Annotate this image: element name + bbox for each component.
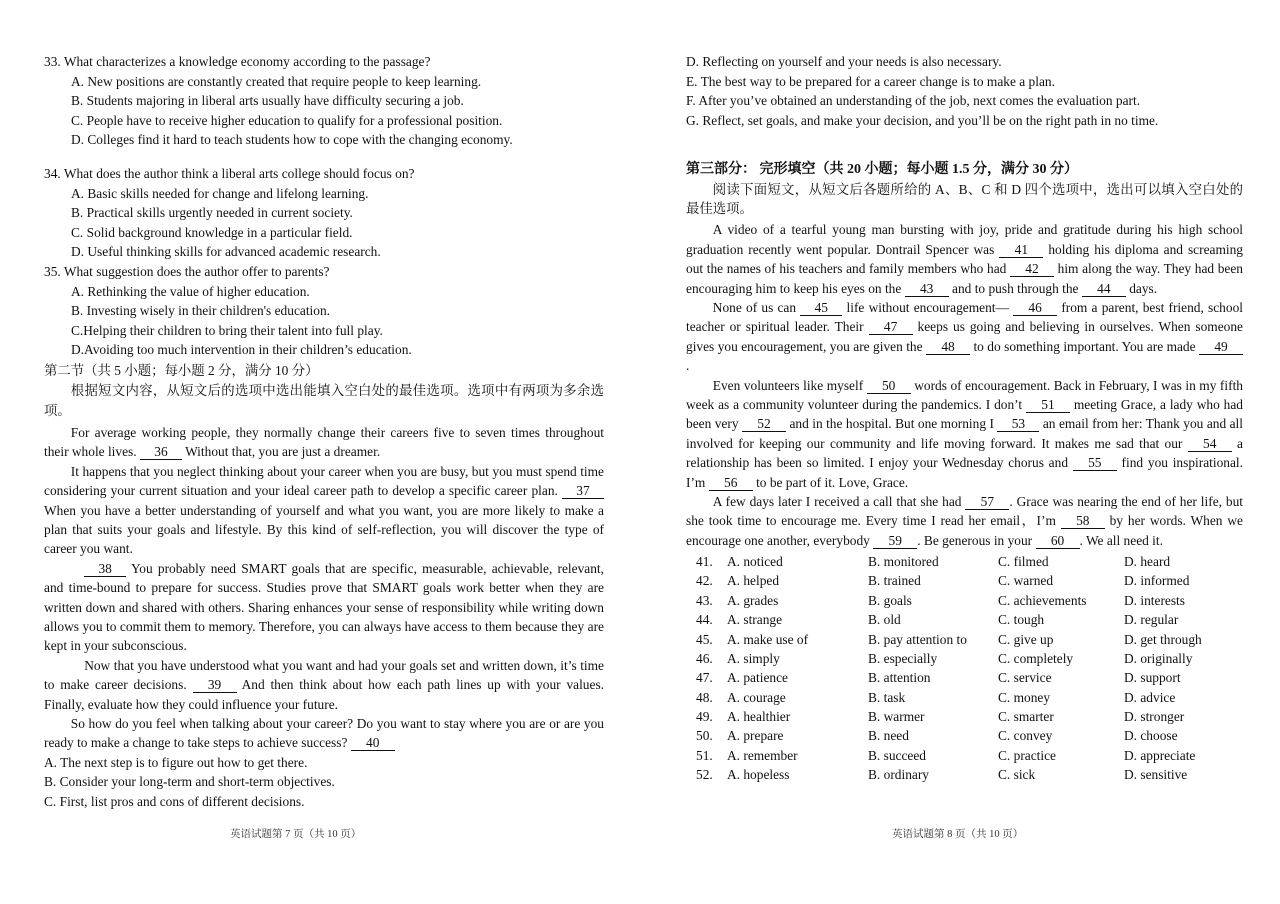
- cloze-paragraph: Even volunteers like myself 50 words of encouragement. Back in February, I was in my fifth week as a community volunteer during the pandemics. I don’t 51 meeting Grace, a lady who had been very 52 and in the hospital. But one morning I 53 an email from her: Thank you and all involved for keeping our community and life moving forward. It makes me sad that our 54 a relationship has been so limited. I enjoy your Wednesday chorus and 55 find you inspirational. I’m 56 to be part of it. Love, Grace.: [686, 377, 1243, 490]
- section-3-title: 第三部分： 完形填空（共 20 小题；每小题 1.5 分，满分 30 分）: [686, 162, 1078, 178]
- option-a: A. prepare: [727, 728, 784, 744]
- option-b: B. Students majoring in liberal arts usually have difficulty securing a job.: [71, 93, 464, 109]
- passage-paragraph: So how do you feel when talking about your career? Do you want to stay where you are or are you ready to make a change to take steps to achieve success? 40: [44, 716, 604, 751]
- blank-48: 48: [926, 339, 970, 355]
- option-b: B. monitored: [868, 553, 939, 569]
- choice-f: F. After you’ve obtained an understanding of the job, next comes the evaluation part.: [686, 93, 1141, 109]
- choice-g: G. Reflect, set goals, and make your decision, and you’ll be on the right path in no time.: [686, 112, 1159, 128]
- option-number: 41.: [696, 553, 713, 569]
- passage-paragraph: For average working people, they normally change their careers five to seven times throughout their whole lives. 36 Without that, you are just a dreamer.: [44, 424, 604, 460]
- option-c: C. give up: [998, 631, 1054, 647]
- option-number: 45.: [696, 631, 713, 647]
- option-c: C. achievements: [998, 592, 1087, 608]
- option-b: B. trained: [868, 573, 921, 589]
- option-row: [696, 688, 1234, 707]
- option-a: A. simply: [727, 650, 780, 666]
- option-c: C. sick: [998, 767, 1036, 783]
- page-8: [686, 52, 1243, 785]
- page-7: [44, 52, 604, 812]
- option-c: C. warned: [998, 573, 1054, 589]
- cloze-options-table: [696, 552, 1234, 785]
- question-stem: 35. What suggestion does the author offer to parents?: [44, 263, 330, 279]
- section-3-instructions: 阅读下面短文，从短文后各题所给的 A、B、C 和 D 四个选项中，选出可以填入空白处的最佳选项。: [686, 182, 1243, 217]
- option-number: 48.: [696, 689, 713, 705]
- option-c: C. completely: [998, 650, 1074, 666]
- option-number: 44.: [696, 612, 713, 628]
- option-c: C. filmed: [998, 553, 1049, 569]
- cloze-paragraph: A few days later I received a call that she had 57 . Grace was nearing the end of her life, but she took time to encourage me. Every time I read her email，I’m 58 by her words. When we encourage one another, everybody 59 . Be generous in your 60 . We all need it.: [686, 494, 1243, 548]
- option-a: A. New positions are constantly created that require people to keep learning.: [71, 73, 482, 89]
- option-number: 51.: [696, 747, 713, 763]
- option-b: B. warmer: [868, 709, 925, 725]
- option-c: C. Solid background knowledge in a particular field.: [71, 224, 353, 240]
- blank-41: 41: [999, 242, 1043, 258]
- option-b: B. pay attention to: [868, 631, 967, 647]
- option-row: [696, 707, 1234, 726]
- option-number: 43.: [696, 592, 713, 608]
- page-footer: 英语试题第 8 页（共 10 页）: [892, 829, 1024, 840]
- option-row: [696, 649, 1234, 668]
- option-number: 52.: [696, 767, 713, 783]
- choice-c: C. First, list pros and cons of different decisions.: [44, 794, 305, 809]
- option-a: A. Rethinking the value of higher education.: [71, 283, 310, 299]
- blank-57: 57: [965, 494, 1009, 510]
- option-d: D. informed: [1124, 573, 1190, 589]
- option-a: A. noticed: [727, 553, 783, 569]
- option-b: B. need: [868, 728, 909, 744]
- option-d: D. get through: [1124, 631, 1202, 647]
- option-row: [696, 591, 1234, 610]
- option-c: C. People have to receive higher education to qualify for a professional position.: [71, 112, 503, 128]
- passage-paragraph: 38 You probably need SMART goals that are specific, measurable, achievable, relevant, and time-bound to prepare for success. Studies prove that SMART goals work better when they are written down and shared with others. Sharing enhances your sense of responsibility while writing down allows you to commit them to memory. Therefore, you can always have access to them because they are kept in your subconscious.: [44, 560, 605, 654]
- section-2-instructions: 根据短文内容，从短文后的选项中选出能填入空白处的最佳选项。选项中有两项为多余选项。: [44, 382, 604, 418]
- option-number: 46.: [696, 650, 713, 666]
- option-c: C. practice: [998, 747, 1056, 763]
- option-d: D. originally: [1124, 650, 1193, 666]
- blank-53: 53: [997, 416, 1039, 432]
- option-c: C.Helping their children to bring their talent into full play.: [71, 322, 383, 338]
- option-d: D. heard: [1124, 553, 1171, 569]
- blank-54: 54: [1188, 436, 1232, 452]
- option-d: D. sensitive: [1124, 767, 1188, 783]
- option-a: A. courage: [727, 689, 786, 705]
- option-d: D. Useful thinking skills for advanced academic research.: [71, 244, 381, 260]
- option-c: C. service: [998, 670, 1052, 686]
- question-stem: 34. What does the author think a liberal arts college should focus on?: [44, 165, 415, 181]
- option-b: B. old: [868, 612, 901, 628]
- passage-paragraph: It happens that you neglect thinking about your career when you are busy, but you must spend time considering your current situation and your ideal career path to develop a specific career plan. 37 When you have a better understanding of yourself and what you want, you are more likely to make a plan that suits your goals and lifestyle. By this kind of self-reflection, you will discover the type of career you want.: [44, 463, 604, 557]
- choice-d: D. Reflecting on yourself and your needs is also necessary.: [686, 54, 1002, 69]
- choice-a: A. The next step is to figure out how to get there.: [44, 754, 308, 770]
- question-35: [44, 262, 604, 360]
- option-row: [696, 727, 1234, 746]
- page-footer: 英语试题第 7 页（共 10 页）: [230, 829, 362, 840]
- blank-58: 58: [1061, 513, 1105, 529]
- blank-60: 60: [1036, 533, 1080, 549]
- option-a: A. patience: [727, 670, 788, 686]
- option-row: [696, 552, 1234, 571]
- blank-47: 47: [869, 319, 913, 335]
- option-row: [696, 572, 1234, 591]
- option-d: D. appreciate: [1124, 747, 1196, 763]
- option-b: B. Investing wisely in their children's education.: [71, 303, 331, 319]
- option-row: [696, 766, 1234, 785]
- option-b: B. task: [868, 689, 906, 705]
- blank-40: 40: [351, 735, 395, 751]
- option-a: A. make use of: [727, 631, 809, 647]
- blank-52: 52: [742, 416, 786, 432]
- option-row: [696, 746, 1234, 765]
- cloze-paragraph: None of us can 45 life without encouragement— 46 from a parent, best friend, school teacher or spiritual leader. Their 47 keeps us going and believing in ourselves. When someone gives you encouragement, you are given the 48 to do something important. You are made 49.: [686, 300, 1243, 374]
- option-a: A. helped: [727, 573, 780, 589]
- option-b: B. Practical skills urgently needed in current society.: [71, 205, 353, 221]
- option-c: C. smarter: [998, 709, 1054, 725]
- option-b: B. goals: [868, 592, 912, 608]
- option-number: 49.: [696, 709, 713, 725]
- blank-36: 36: [140, 444, 182, 460]
- blank-39: 39: [193, 677, 237, 693]
- option-b: B. ordinary: [868, 767, 929, 783]
- blank-45: 45: [800, 300, 842, 316]
- question-33: [44, 52, 604, 150]
- passage-paragraph: Now that you have understood what you want and had your goals set and written down, it’s time to make career decisions. 39 And then think about how each path lines up with your values. Finally, evaluate how they could influence your future.: [44, 657, 604, 712]
- option-d: D. regular: [1124, 612, 1179, 628]
- cloze-paragraph: A video of a tearful young man bursting with joy, pride and gratitude during his high school graduation recently went popular. Dontrail Spencer was 41 holding his diploma and screaming out the names of his teachers and family members who had 42 him along the way. They had been encouraging him to keep his eyes on the 43 and to push through the 44 days.: [686, 222, 1243, 296]
- blank-43: 43: [905, 281, 949, 297]
- option-d: D. stronger: [1124, 709, 1185, 725]
- option-a: A. Basic skills needed for change and lifelong learning.: [71, 185, 369, 201]
- option-a: A. grades: [727, 592, 779, 608]
- choice-b: B. Consider your long-term and short-term objectives.: [44, 774, 335, 790]
- blank-56: 56: [709, 475, 753, 491]
- blank-49: 49: [1199, 339, 1243, 355]
- option-d: D. interests: [1124, 592, 1185, 608]
- option-number: 47.: [696, 670, 713, 686]
- option-d: D. advice: [1124, 689, 1176, 705]
- option-d: D. support: [1124, 670, 1181, 686]
- blank-55: 55: [1073, 455, 1117, 471]
- choice-e: E. The best way to be prepared for a career change is to make a plan.: [686, 73, 1055, 89]
- blank-51: 51: [1026, 397, 1070, 413]
- blank-38: 38: [84, 561, 126, 577]
- option-row: [696, 610, 1234, 629]
- question-34: [44, 164, 604, 262]
- blank-44: 44: [1082, 281, 1126, 297]
- blank-37: 37: [562, 483, 604, 499]
- option-b: B. especially: [868, 650, 938, 666]
- blank-46: 46: [1013, 300, 1057, 316]
- option-d: D. choose: [1124, 728, 1178, 744]
- option-row: [696, 669, 1234, 688]
- option-c: C. convey: [998, 728, 1053, 744]
- option-c: C. money: [998, 689, 1051, 705]
- option-a: A. strange: [727, 612, 783, 628]
- option-a: A. healthier: [727, 709, 791, 725]
- option-d: D.Avoiding too much intervention in their children’s education.: [71, 342, 412, 358]
- option-c: C. tough: [998, 612, 1045, 628]
- option-a: A. remember: [727, 747, 798, 763]
- blank-50: 50: [867, 378, 911, 394]
- section-2-title: 第二节（共 5 小题；每小题 2 分，满分 10 分）: [44, 362, 319, 378]
- option-row: [696, 630, 1234, 649]
- option-b: B. attention: [868, 670, 931, 686]
- blank-42: 42: [1010, 261, 1054, 277]
- option-d: D. Colleges find it hard to teach students how to cope with the changing economy.: [71, 132, 513, 148]
- option-b: B. succeed: [868, 747, 927, 763]
- question-stem: 33. What characterizes a knowledge economy according to the passage?: [44, 54, 431, 69]
- option-number: 50.: [696, 728, 713, 744]
- blank-59: 59: [873, 533, 917, 549]
- option-number: 42.: [696, 573, 713, 589]
- option-a: A. hopeless: [727, 767, 790, 783]
